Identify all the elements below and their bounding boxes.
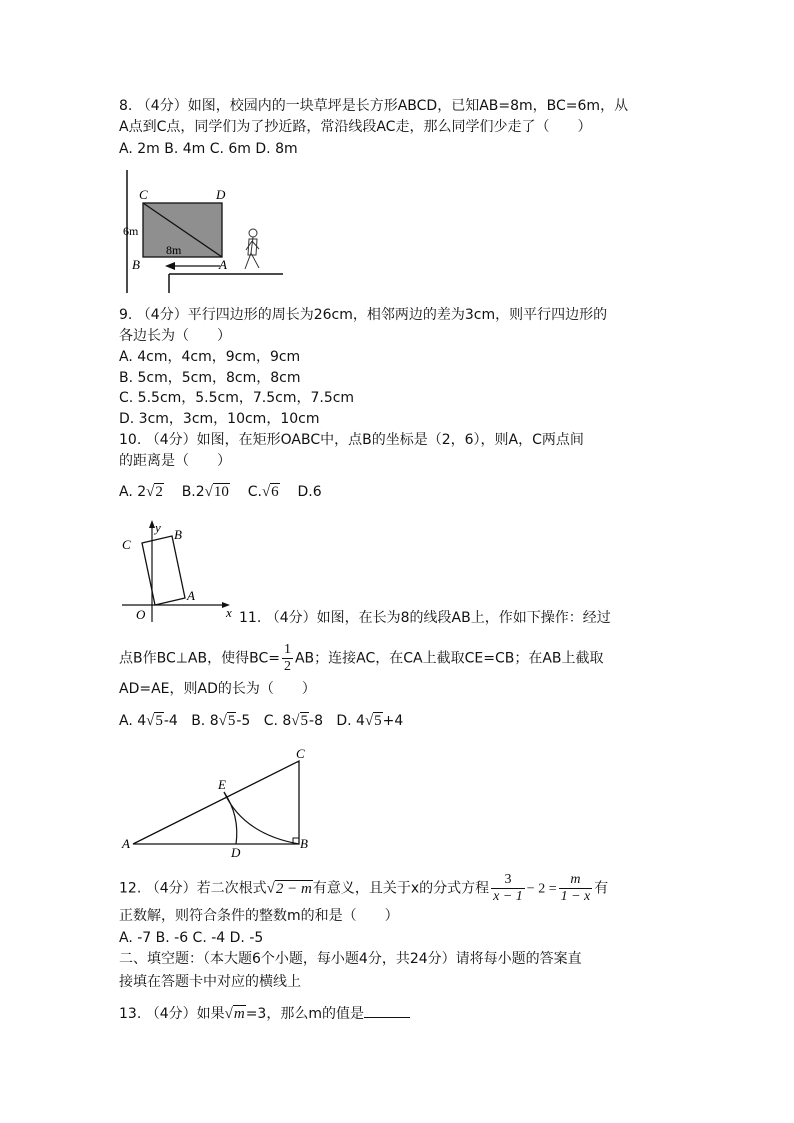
- label-c: C: [296, 746, 305, 761]
- label-o: O: [136, 607, 146, 622]
- q9-option-c: C. 5.5cm，5.5cm，7.5cm，7.5cm: [119, 390, 355, 406]
- q13-stem: 13. （4分）如果√m=3，那么m的值是: [119, 1003, 410, 1024]
- q12-options: A. -7 B. -6 C. -4 D. -5: [119, 930, 264, 946]
- label-a: A: [122, 836, 130, 851]
- q10-opt-d: D.6: [297, 484, 322, 500]
- label-6m: 6m: [123, 224, 139, 238]
- q10-opt-b-radicand: 10: [213, 484, 229, 500]
- arrow-left-icon: [165, 262, 175, 270]
- q11-stem-line2: 点B作BC⊥AB，使得BC= $\frac{1}{2}$ AB；连接AC，在CA上截取CE=CB；在AB上截取: [119, 642, 604, 674]
- q10-opt-c-radicand: 6: [271, 484, 279, 500]
- section2-heading-line2: 接填在答题卡中对应的横线上: [119, 974, 301, 990]
- q10-options: A. 2√2 B.2√10 C.√6 D.6: [119, 484, 322, 500]
- rectangle-oabc: [142, 536, 185, 605]
- fraction-one-half: $\frac{1}{2}$: [283, 642, 291, 674]
- q12-fraction-1: $\frac{3}{x - 1}$: [493, 872, 523, 904]
- label-d: D: [231, 845, 241, 860]
- q10-figure: [118, 518, 243, 626]
- label-a: A: [219, 257, 227, 272]
- q12-stem-line2: 正数解，则符合条件的整数m的和是（ ）: [119, 908, 399, 924]
- q9-option-a: A. 4cm，4cm，9cm，9cm: [119, 349, 301, 365]
- label-c: C: [139, 187, 148, 202]
- q10-stem-line2: 的距离是（ ）: [119, 453, 231, 469]
- q8-figure: [115, 165, 285, 295]
- answer-blank[interactable]: [364, 1003, 410, 1018]
- q11-figure: [118, 744, 318, 862]
- label-x: x: [226, 605, 232, 620]
- q10-stem-line1: 10. （4分）如图，在矩形OABC中，点B的坐标是（2，6），则A，C两点间: [119, 432, 584, 448]
- label-d: D: [216, 187, 226, 202]
- q8-options: A. 2m B. 4m C. 6m D. 8m: [119, 141, 298, 157]
- q12-stem-line1: 12. （4分）若二次根式√2 − m有意义，且关于x的分式方程 $\frac{3}{x - 1}$ − 2 = $\frac{m}{1 - x}$ 有: [119, 872, 609, 904]
- q10-opt-a: A. 2: [119, 484, 147, 500]
- q12-fraction-2: $\frac{m}{1 - x}$: [560, 872, 591, 904]
- triangle-abc: [133, 761, 299, 844]
- q11-options: A. 4√5-4 B. 8√5-5 C. 8√5-8 D. 4√5+4: [119, 713, 404, 729]
- q10-opt-c: C.: [247, 484, 262, 500]
- q9-stem-line1: 9. （4分）平行四边形的周长为26cm，相邻两边的差为3cm，则平行四边形的: [119, 307, 608, 323]
- q11-stem-line3: AD=AE，则AD的长为（ ）: [119, 681, 316, 697]
- q12-radicand: 2 − m: [275, 880, 312, 897]
- q9-option-b: B. 5cm，5cm，8cm，8cm: [119, 370, 301, 386]
- q10-opt-a-radicand: 2: [155, 484, 163, 500]
- label-b: B: [132, 257, 140, 272]
- label-y: y: [155, 520, 161, 535]
- section2-heading-line1: 二、填空题：（本大题6个小题，每小题4分，共24分）请将每小题的答案直: [119, 951, 582, 967]
- q13-radicand: m: [233, 1006, 245, 1022]
- arc-e-to-d: [224, 792, 237, 844]
- label-a: A: [187, 588, 195, 603]
- q10-opt-b: B.2: [181, 484, 205, 500]
- q9-option-d: D. 3cm，3cm，10cm，10cm: [119, 411, 320, 427]
- walking-student-icon: [245, 229, 259, 269]
- label-c: C: [122, 537, 131, 552]
- label-b: B: [300, 836, 308, 851]
- label-8m: 8m: [166, 243, 182, 257]
- q8-stem-line1: 8. （4分）如图，校园内的一块草坪是长方形ABCD，已知AB=8m，BC=6m，从: [119, 98, 629, 114]
- label-e: E: [218, 777, 226, 792]
- q9-stem-line2: 各边长为（ ）: [119, 328, 231, 344]
- q8-stem-line2: A点到C点，同学们为了抄近路，常沿线段AC走，那么同学们少走了（ ）: [119, 119, 592, 135]
- label-b: B: [174, 527, 182, 542]
- q11-stem-line1: 11. （4分）如图，在长为8的线段AB上，作如下操作：经过: [239, 610, 611, 626]
